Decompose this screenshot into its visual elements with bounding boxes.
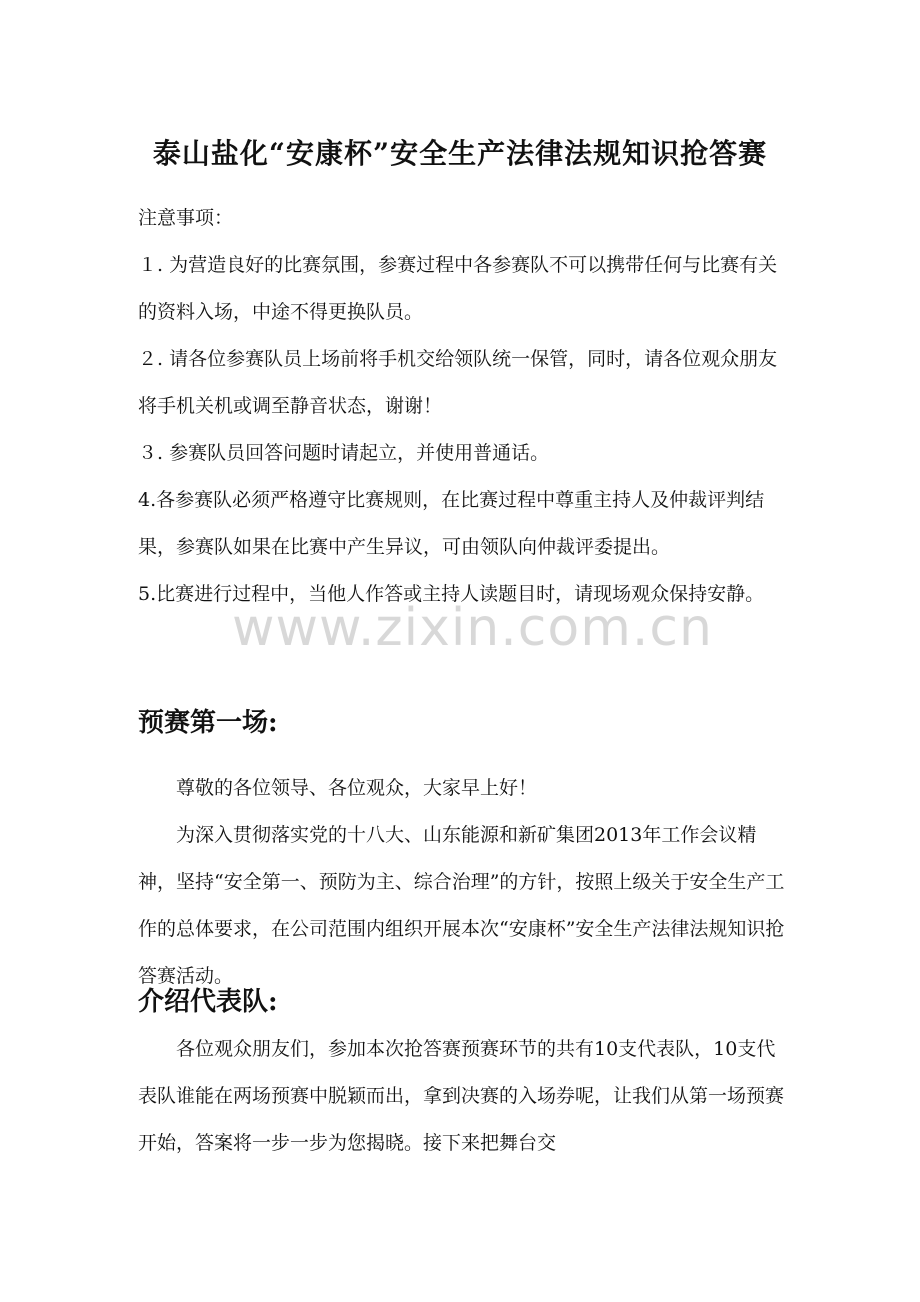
- teams-section: [138, 1026, 786, 1167]
- heading-introduce-teams: 介绍代表队:: [138, 987, 278, 1017]
- note-item-4: 4.各参赛队必须严格遵守比赛规则，在比赛过程中尊重主持人及仲裁评判结果，参赛队如果在比赛中产生异议，可由领队向仲裁评委提出。: [138, 489, 765, 558]
- opening-section: [138, 765, 786, 1000]
- heading-prelim-round-one: 预赛第一场:: [138, 708, 278, 738]
- note-item-5: 5.比赛进行过程中，当他人作答或主持人读题目时，请现场观众保持安静。: [138, 583, 765, 605]
- note-item-3: ３. 参赛队员回答问题时请起立，并使用普通话。: [138, 442, 550, 464]
- greeting-paragraph: 尊敬的各位领导、各位观众，大家早上好！: [176, 777, 538, 799]
- notes-label: 注意事项：: [138, 207, 234, 229]
- note-item-2: ２. 请各位参赛队员上场前将手机交给领队统一保管，同时，请各位观众朋友将手机关机或调至静音状态，谢谢！: [138, 348, 778, 417]
- teams-paragraph: 各位观众朋友们，参加本次抢答赛预赛环节的共有10支代表队，10支代表队谁能在两场预赛中脱颖而出，拿到决赛的入场券呢，让我们从第一场预赛开始，答案将一步一步为您揭晓。接下来把舞台交: [138, 1038, 785, 1154]
- intro-paragraph: 为深入贯彻落实党的十八大、山东能源和新矿集团2013年工作会议精神，坚持“安全第一、预防为主、综合治理”的方针，按照上级关于安全生产工作的总体要求，在公司范围内组织开展本次“安康杯”安全生产法律法规知识抢答赛活动。: [138, 824, 785, 987]
- watermark: www.zixin.com.cn: [232, 598, 713, 658]
- notes-section: [138, 195, 786, 618]
- document-title: 泰山盐化“安康杯”安全生产法律法规知识抢答赛: [152, 137, 768, 170]
- note-item-1: １. 为营造良好的比赛氛围，参赛过程中各参赛队不可以携带任何与比赛有关的资料入场，中途不得更换队员。: [138, 254, 778, 323]
